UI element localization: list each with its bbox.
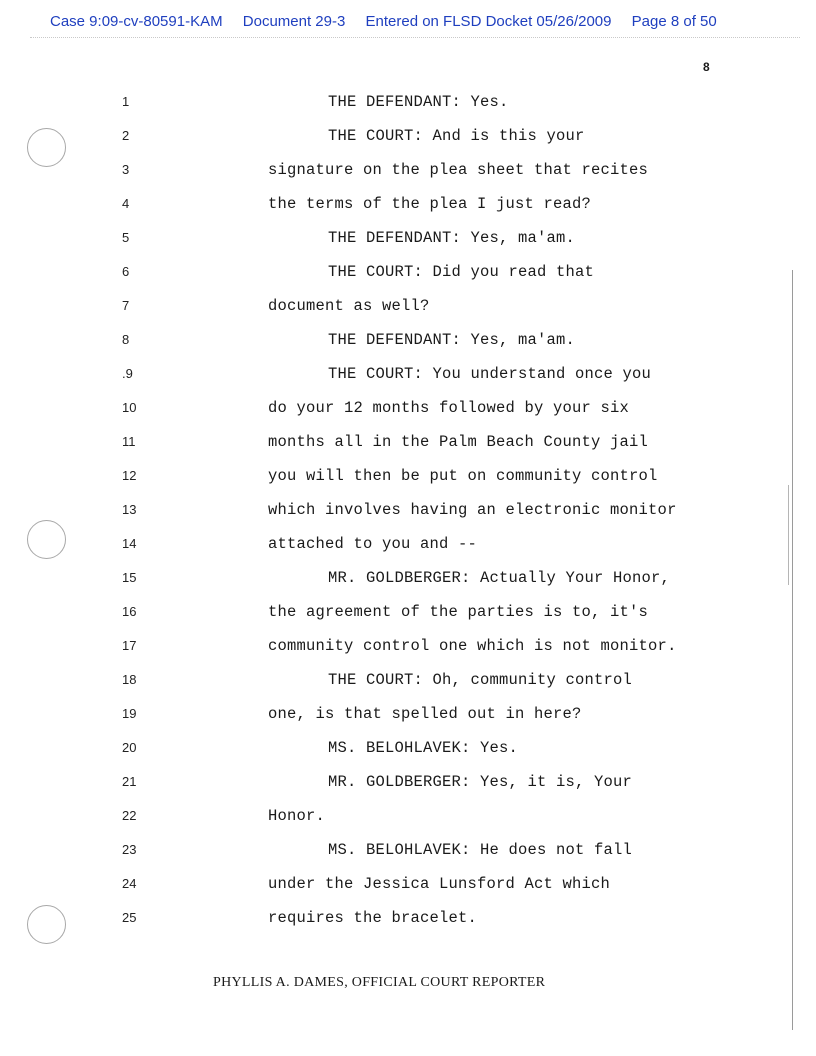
transcript-line	[0, 767, 816, 801]
court-reporter-footer: PHYLLIS A. DAMES, OFFICIAL COURT REPORTER	[213, 975, 546, 990]
line-number: 21	[122, 774, 137, 789]
line-number: 25	[122, 910, 137, 925]
line-text: community control one which is not monitor.	[268, 637, 677, 655]
transcript-line	[0, 121, 816, 155]
line-text: THE COURT: You understand once you	[328, 365, 652, 383]
docket-entry: Entered on FLSD Docket 05/26/2009	[365, 13, 612, 30]
transcript-line	[0, 427, 816, 461]
line-number: 2	[122, 128, 130, 143]
line-text: do your 12 months followed by your six	[268, 399, 630, 417]
transcript-line	[0, 461, 816, 495]
case-number: Case 9:09-cv-80591-KAM	[50, 13, 223, 30]
line-number: 3	[122, 162, 130, 177]
line-text: you will then be put on community control	[268, 467, 658, 485]
line-number: 6	[122, 264, 130, 279]
line-number: 13	[122, 502, 137, 517]
line-text: MR. GOLDBERGER: Actually Your Honor,	[328, 569, 671, 587]
line-text: under the Jessica Lunsford Act which	[268, 875, 611, 893]
line-text: THE COURT: Did you read that	[328, 263, 595, 281]
line-number: 10	[122, 400, 137, 415]
line-number: 7	[122, 298, 130, 313]
transcript-line	[0, 733, 816, 767]
line-number: 8	[122, 332, 130, 347]
line-number: 19	[122, 706, 137, 721]
transcript-page-number: 8	[703, 60, 710, 74]
line-text: document as well?	[268, 297, 430, 315]
line-number: 15	[122, 570, 137, 585]
transcript-line	[0, 257, 816, 291]
line-number: 22	[122, 808, 137, 823]
line-number: .9	[122, 366, 133, 381]
line-number: 24	[122, 876, 137, 891]
line-number: 5	[122, 230, 130, 245]
line-text: THE DEFENDANT: Yes.	[328, 93, 509, 111]
transcript-line	[0, 223, 816, 257]
transcript-line	[0, 155, 816, 189]
line-text: the agreement of the parties is to, it's	[268, 603, 649, 621]
line-text: THE COURT: And is this your	[328, 127, 585, 145]
transcript-line	[0, 903, 816, 937]
transcript-line	[0, 699, 816, 733]
transcript-line	[0, 631, 816, 665]
transcript-line	[0, 291, 816, 325]
transcript-line	[0, 325, 816, 359]
transcript-line	[0, 359, 816, 393]
transcript-line	[0, 665, 816, 699]
line-number: 4	[122, 196, 130, 211]
line-text: MS. BELOHLAVEK: He does not fall	[328, 841, 633, 859]
line-text: signature on the plea sheet that recites	[268, 161, 649, 179]
line-text: attached to you and --	[268, 535, 478, 553]
transcript-line	[0, 393, 816, 427]
line-number: 20	[122, 740, 137, 755]
line-number: 1	[122, 94, 130, 109]
transcript-line	[0, 529, 816, 563]
transcript-line	[0, 801, 816, 835]
line-text: MS. BELOHLAVEK: Yes.	[328, 739, 519, 757]
line-text: one, is that spelled out in here?	[268, 705, 582, 723]
line-text: requires the bracelet.	[268, 909, 478, 927]
line-text: the terms of the plea I just read?	[268, 195, 592, 213]
line-text: Honor.	[268, 807, 326, 825]
transcript-line	[0, 495, 816, 529]
transcript-line	[0, 597, 816, 631]
line-number: 18	[122, 672, 137, 687]
line-number: 14	[122, 536, 137, 551]
line-text: THE DEFENDANT: Yes, ma'am.	[328, 331, 576, 349]
docket-header	[50, 13, 733, 30]
transcript-line	[0, 563, 816, 597]
line-number: 23	[122, 842, 137, 857]
line-number: 17	[122, 638, 137, 653]
transcript-line	[0, 869, 816, 903]
line-text: THE COURT: Oh, community control	[328, 671, 633, 689]
header-divider	[30, 37, 800, 38]
document-number: Document 29-3	[242, 13, 346, 30]
line-number: 16	[122, 604, 137, 619]
line-number: 12	[122, 468, 137, 483]
transcript-line	[0, 87, 816, 121]
transcript-line	[0, 189, 816, 223]
line-text: months all in the Palm Beach County jail	[268, 433, 649, 451]
line-text: which involves having an electronic monitor	[268, 501, 677, 519]
transcript-line	[0, 835, 816, 869]
line-number: 11	[122, 434, 136, 449]
page-indicator: Page 8 of 50	[631, 13, 717, 30]
line-text: MR. GOLDBERGER: Yes, it is, Your	[328, 773, 633, 791]
line-text: THE DEFENDANT: Yes, ma'am.	[328, 229, 576, 247]
transcript-body	[0, 87, 816, 937]
